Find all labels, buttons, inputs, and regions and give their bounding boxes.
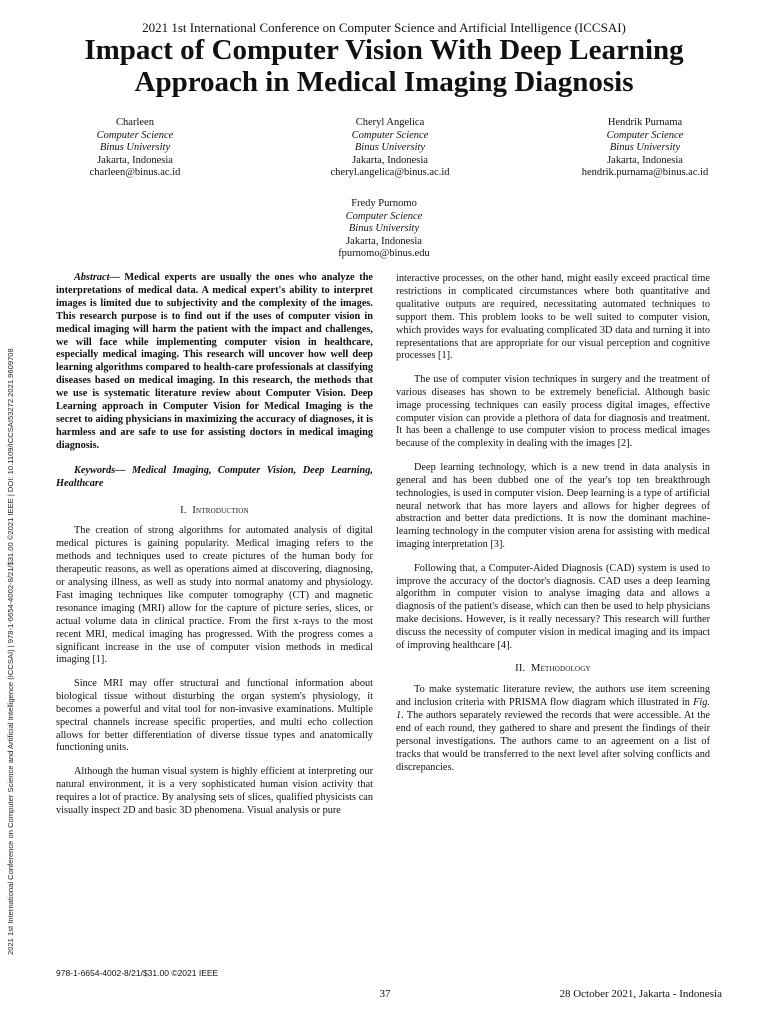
author-location: Jakarta, Indonesia	[352, 154, 428, 166]
abstract-lead: Abstract—	[74, 272, 120, 283]
author-block	[315, 117, 465, 180]
author-name: Hendrik Purnama	[607, 117, 683, 128]
right-column	[396, 273, 710, 785]
paragraph: Deep learning technology, which is a new trend in data analysis in general and has been dubbed one of the year's top ten breakthrough technologies, is used in computer vision. Deep learning is a type of artificial neural network that has more layers and allows for higher degrees of abstraction and better data predictions. It is now the dominant machine-learning technology in the computer vision arena for assisting with medical imaging interpretation [3].	[396, 461, 710, 551]
author-block	[570, 117, 720, 180]
author-univ: Binus University	[354, 142, 426, 154]
paragraph-text: To make systematic literature review, the authors use item screening and inclusion criteria with PRISMA flow diagram which illustrated in	[396, 684, 710, 709]
author-univ: Binus University	[99, 142, 171, 154]
author-email[interactable]: cheryl.angelica@binus.ac.id	[330, 167, 450, 179]
section-heading	[396, 663, 710, 676]
paper-title	[20, 34, 748, 98]
abstract-text: Medical experts are usually the ones who analyze the interpretations of medical data. A medical expert's ability to interpret images is limited due to subjectivity and the complexity of the images. This research purpose is to find out if the uses of computer vision in medical imaging will harm the patient with the impact and challenges, we will face while implementing computer vision in healthcare, especially medical imaging. This research will uncover how well deep learning algorithms compared to health-care professionals at classifying diseases based on medical imaging. In this research, the methods that we use is systematic literature review about Computer Vision. Deep Learning approach in Computer Vision for Medical Imaging is the secret to aiding physicians in maximizing the accuracy of diagnoses, it is harmless and are safe to use for assisting doctors in medical imaging diagnosis.	[56, 272, 373, 451]
section-title: Methodology	[531, 663, 591, 675]
paragraph: Although the human visual system is highly efficient at interpreting our natural environment, it is a very sophisticated human vision activity that requires a lot of practice. By analysing sets of slices, qualified physicists can visually inspect 2D and basic 3D phenomena. Visual analysis or pure	[56, 765, 373, 816]
author-email[interactable]: hendrik.purnama@binus.ac.id	[581, 167, 709, 179]
paragraph: Since MRI may offer structural and functional information about biological tissue without disturbing the organ system's physiology, it becomes a powerful and vital tool for non-invasive examinations. Multiple spectral channels increase specific properties, and multi echo collection allows for better differentiation of diverse tissue types and anatomically functioning units.	[56, 677, 373, 754]
footer-date-place: 28 October 2021, Jakarta - Indonesia	[559, 988, 722, 1000]
author-name: Cheryl Angelica	[355, 117, 425, 128]
page-number: 37	[379, 988, 391, 1000]
paragraph: The creation of strong algorithms for automated analysis of digital medical pictures is gaining popularity. Medical imaging refers to the methods and techniques used to create pictures of the human body for therapeutic reasons, as well as operations aimed at discovering, diagnosing, or analysing illness, as well as study into normal anatomy and physiology. Fast imaging techniques like computer tomography (CT) and magnetic resonance imaging (MRI) allow for the capture of picture series, slices, or actual volume data in clinical practice. From the first x-rays to the most recent MRI, medical imaging has progressed. With the progress comes a significant increase in the use of computer vision methods in medical imaging [1].	[56, 525, 373, 666]
author-block	[60, 117, 210, 180]
author-location: Jakarta, Indonesia	[97, 154, 173, 166]
author-dept: Computer Science	[351, 129, 429, 141]
author-dept: Computer Science	[345, 210, 423, 222]
paragraph: The use of computer vision techniques in surgery and the treatment of various diseases has shown to be extremely beneficial. Although basic image processing techniques can easily process digital images, effective computer vision can provide a plethora of data for diagnosis and treatment. It has been a challenge to use computer vision to process medical images because of the complexity in dealing with the images [2].	[396, 373, 710, 450]
authors-row	[60, 117, 720, 180]
conference-header: 2021 1st International Conference on Computer Science and Artificial Intelligence (ICCSAI)	[142, 20, 626, 35]
author-dept: Computer Science	[606, 129, 684, 141]
section-number: II.	[515, 663, 526, 675]
doi-sidebar: 2021 1st International Conference on Computer Science and Artificial Intelligence (ICCSAI) | 978-1-6654-4002-8/21/$31.00 ©2021 IEEE | DOI: 10.1109/ICCSAI53272.2021.9609708	[6, 348, 15, 955]
footer-isbn: 978-1-6654-4002-8/21/$31.00 ©2021 IEEE	[56, 968, 219, 978]
keywords: Keywords— Medical Imaging, Computer Vision, Deep Learning, Healthcare	[56, 464, 373, 489]
author-dept: Computer Science	[96, 129, 174, 141]
paragraph-continuation: interactive processes, on the other hand, might easily exceed practical time restrictions in complicated circumstances where both quantitative and qualitative outputs are required, necessitating automated techniques to support them. This problem looks to be well suited to computer vision, which provides ways for evaluating complicated 3D data and turning it into representations that are appropriate for our visual perception and cognitive processes [1].	[396, 273, 710, 362]
author-email[interactable]: fpurnomo@binus.edu	[338, 248, 430, 260]
author-email[interactable]: charleen@binus.ac.id	[89, 167, 181, 179]
paragraph-text: . The authors separately reviewed the records that were accessible. At the end of each round, they gathered to share and present the findings of their personal investigations. The authors came to an agreement on a list of tracks that would be transferred to the next level after solving conflicts and discrepancies.	[396, 710, 710, 773]
paragraph	[396, 684, 710, 774]
paragraph: Following that, a Computer-Aided Diagnosis (CAD) system is used to improve the accuracy of the doctor's diagnosis. CAD uses a deep learning algorithm in computer vision to analyse imaging data and allows a diagnosis of the patient's disease, which can then be used to help physicians make decisions. However, is it really necessary? This research will further discuss the necessity of computer vision in medical imaging and its impact of improving healthcare [4].	[396, 562, 710, 652]
section-title: Introduction	[192, 504, 249, 516]
author-location: Jakarta, Indonesia	[607, 154, 683, 166]
title-line-2: Approach in Medical Imaging Diagnosis	[134, 66, 634, 98]
abstract	[56, 272, 373, 453]
figure-reference[interactable]: Fig. 1	[396, 697, 710, 722]
author-name: Charleen	[116, 117, 154, 128]
section-number: I.	[180, 504, 187, 516]
title-line-1: Impact of Computer Vision With Deep Learning	[84, 34, 684, 66]
section-heading	[56, 505, 373, 518]
author-univ: Binus University	[348, 223, 420, 235]
author-location: Jakarta, Indonesia	[346, 235, 422, 247]
author-univ: Binus University	[609, 142, 681, 154]
author-name: Fredy Purnomo	[351, 198, 417, 209]
left-column	[56, 272, 373, 828]
author-block	[284, 198, 484, 261]
